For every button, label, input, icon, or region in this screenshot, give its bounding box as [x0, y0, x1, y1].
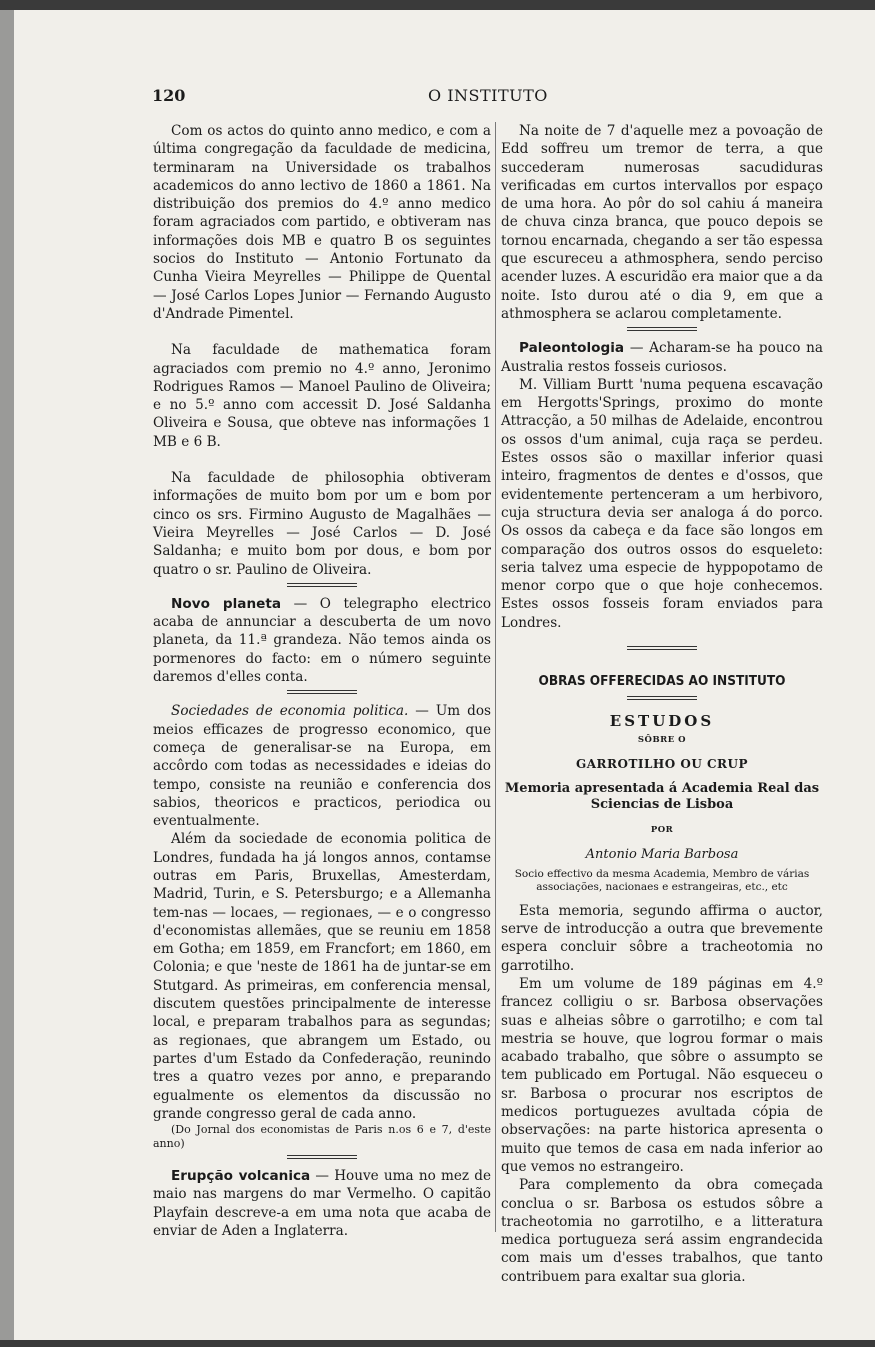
text-sociedades: — Um dos meios efficazes de progresso economico, que começa de generalisar-se na Europa, em accôrdo com todas as necessidades e ideias do tempo, consiste na reunião e conferencia dos sabios, theoricos e practicos, periodica ou eventualmente. [153, 703, 491, 830]
left-column [153, 122, 491, 1240]
section-rule [287, 583, 357, 587]
text-paleontologia: — Acharam-se ha pouco na Australia restos fosseis curiosos. [501, 340, 823, 375]
page-number: 120 [152, 86, 186, 105]
scan-top-edge [0, 0, 875, 10]
column-divider [495, 122, 496, 1232]
paragraph-sociedades [153, 702, 491, 830]
paragraph-edd: Na noite de 7 d'aquelle mez a povoação de Edd soffreu um tremor de terra, a que succederam numerosas sacudiduras verificadas em curtos intervallos por espaço de uma hora. Ao pôr do sol cahiu á maneira de chuva cinza branca, que pouco depois se tornou encarnada, chegando a ser tão espessa que escureceu a athmosphera, sendo perciso acender luzes. A escuridão era maior que a da noite. Isto durou até o dia 9, em que a athmosphera se aclarou completamente. [501, 123, 823, 322]
obras-heading: OBRAS OFFERECIDAS AO INSTITUTO [538, 673, 786, 690]
right-column [501, 122, 823, 1286]
paragraph-philosophia: Na faculdade de philosophia obtiveram informações de muito bom por um e bom por cinco os srs. Firmino Augusto de Magalhães — Vieira Meyrelles — José Carlos — D. José Saldanha; e muito bom por dous, e bom por quatro o sr. Paulino de Oliveira. [153, 470, 491, 578]
text-novo-planeta: — O telegrapho electrico acaba de annunciar a descuberta de um novo planeta, da 11.ª grandeza. Não temos ainda os pormenores do facto: em o número seguinte daremos d'elles conta. [153, 595, 492, 686]
paragraph-esta-memoria: Esta memoria, segundo affirma o auctor, serve de introducção a outra que brevemente espera concluir sôbre a tracheotomia no garrotilho. [501, 902, 823, 974]
section-rule [627, 696, 697, 700]
text-erupcao: — Houve uma no mez de maio nas margens do mar Vermelho. O capitão Playfain descreve-a em uma nota que acaba de enviar de Aden a Inglaterra. [153, 1168, 491, 1240]
heading-erupcao: Erupção volcanica [171, 1168, 311, 1185]
author-affiliation: Socio effectivo da mesma Academia, Membro de várias associações, nacionaes e estrangeiras, etc., etc [514, 867, 810, 893]
paragraph-alem: Além da sociedade de economia politica de Londres, fundada ha já longos annos, contamse outras em Paris, Bruxellas, Amesterdam, Madrid, Turin, e S. Petersburgo; e a Allemanha tem-nas — locaes, — regionaes, — e o congresso d'economistas allemães, que se reuniu em 1858 em Gotha; em 1859, em Francfort; em 1860, em Colonia; e que 'neste de 1861 ha de juntar-se em Stutgard. As primeiras, em conferencia mensal, discutem questões principalmente de interesse local, e preparam trabalhos para as segundas; as regionaes, que abrangem um Estado, ou partes d'um Estado da Confederação, reunindo tres a quatro vezes por anno, e preparando egualmente os elementos da discussão no grande congresso geral de cada anno. [153, 831, 491, 1122]
book-por: POR [650, 825, 674, 836]
paragraph-burtt: M. Villiam Burtt 'numa pequena escavação em Hergotts'Springs, proximo do monte Attracção, a 50 milhas de Adelaide, encontrou os ossos d'um animal, cuja raça se perdeu. Estes ossos são o maxillar inferior quasi inteiro, fragmentos de dentes e d'ossos, que evidentemente pertenceram a um herbivoro, cuja structura devia ser analoga á do porco. Os ossos da cabeça e da face são longos em comparação dos outros ossos do esqueleto: seria talvez uma especie de hyppopotamo de menor corpo que o que hoje conhecemos. Estes ossos fosseis foram enviados para Londres. [501, 376, 823, 631]
paragraph-complemento: Para complemento da obra começada conclua o sr. Barbosa os estudos sôbre a tracheotomia no garrotilho, e a litteratura medica portugueza será assim engrandecida com mais um d'esses trabalhos, que tanto contribuem para exaltar sua gloria. [501, 1177, 823, 1285]
section-rule [287, 690, 357, 694]
book-title-estudos: ESTUDOS [609, 712, 715, 731]
paragraph-volume: Em um volume de 189 páginas em 4.º francez colligiu o sr. Barbosa observações suas e alheias sôbre o garrotilho; e com tal mestria se houve, que logrou formar o mais acabado trabalho, que sôbre o assumpto se tem publicado em Portugal. Não esqueceu o sr. Barbosa o procurar nos escriptos de medicos portuguezes avultada cópia de observações: na parte historica apresenta o muito que temos de casa em nada inferior ao que vemos no estrangeiro. [501, 975, 823, 1175]
book-title-garrotilho: GARROTILHO OU CRUP [575, 756, 748, 771]
scan-bottom-edge [0, 1340, 875, 1347]
paragraph-paleontologia [501, 339, 823, 376]
heading-paleontologia: Paleontologia [519, 340, 625, 357]
paragraph-mathematica: Na faculdade de mathematica foram agraciados com premio no 4.º anno, Jeronimo Rodrigues Ramos — Manoel Paulino de Oliveira; e no 5.º anno com accessit D. José Saldanha Oliveira e Sousa, que obteve nas informações 1 MB e 6 B. [153, 342, 491, 450]
book-spine [0, 10, 14, 1340]
section-rule [627, 327, 697, 331]
source-note: (Do Jornal dos economistas de Paris n.os 6 e 7, d'este anno) [153, 1123, 491, 1151]
section-rule [287, 1155, 357, 1159]
book-subtitle-memoria: Memoria apresentada á Academia Real das Sciencias de Lisboa [504, 781, 820, 813]
paragraph-actos: Com os actos do quinto anno medico, e com a última congregação da faculdade de medicina, terminaram na Universidade os trabalhos academicos do anno lectivo de 1860 a 1861. Na distribuição dos premios do 4.º anno medico foram agraciados com partido, e obtiveram nas informações dois MB e quatro B os seguintes socios do Instituto — Antonio Fortunato da Cunha Vieira Meyrelles — Philippe de Quental — José Carlos Lopes Junior — Fernando Augusto d'Andrade Pimentel. [153, 123, 491, 322]
paragraph-novo-planeta [153, 595, 491, 686]
paragraph-erupcao [153, 1167, 491, 1240]
book-author: Antonio Maria Barbosa [585, 846, 739, 862]
book-title-sobre: SÔBRE O [637, 734, 687, 745]
heading-sociedades: Sociedades de economia politica. [171, 703, 409, 720]
heading-novo-planeta: Novo planeta [171, 595, 282, 612]
section-rule [627, 646, 697, 650]
journal-title: O INSTITUTO [428, 86, 548, 105]
